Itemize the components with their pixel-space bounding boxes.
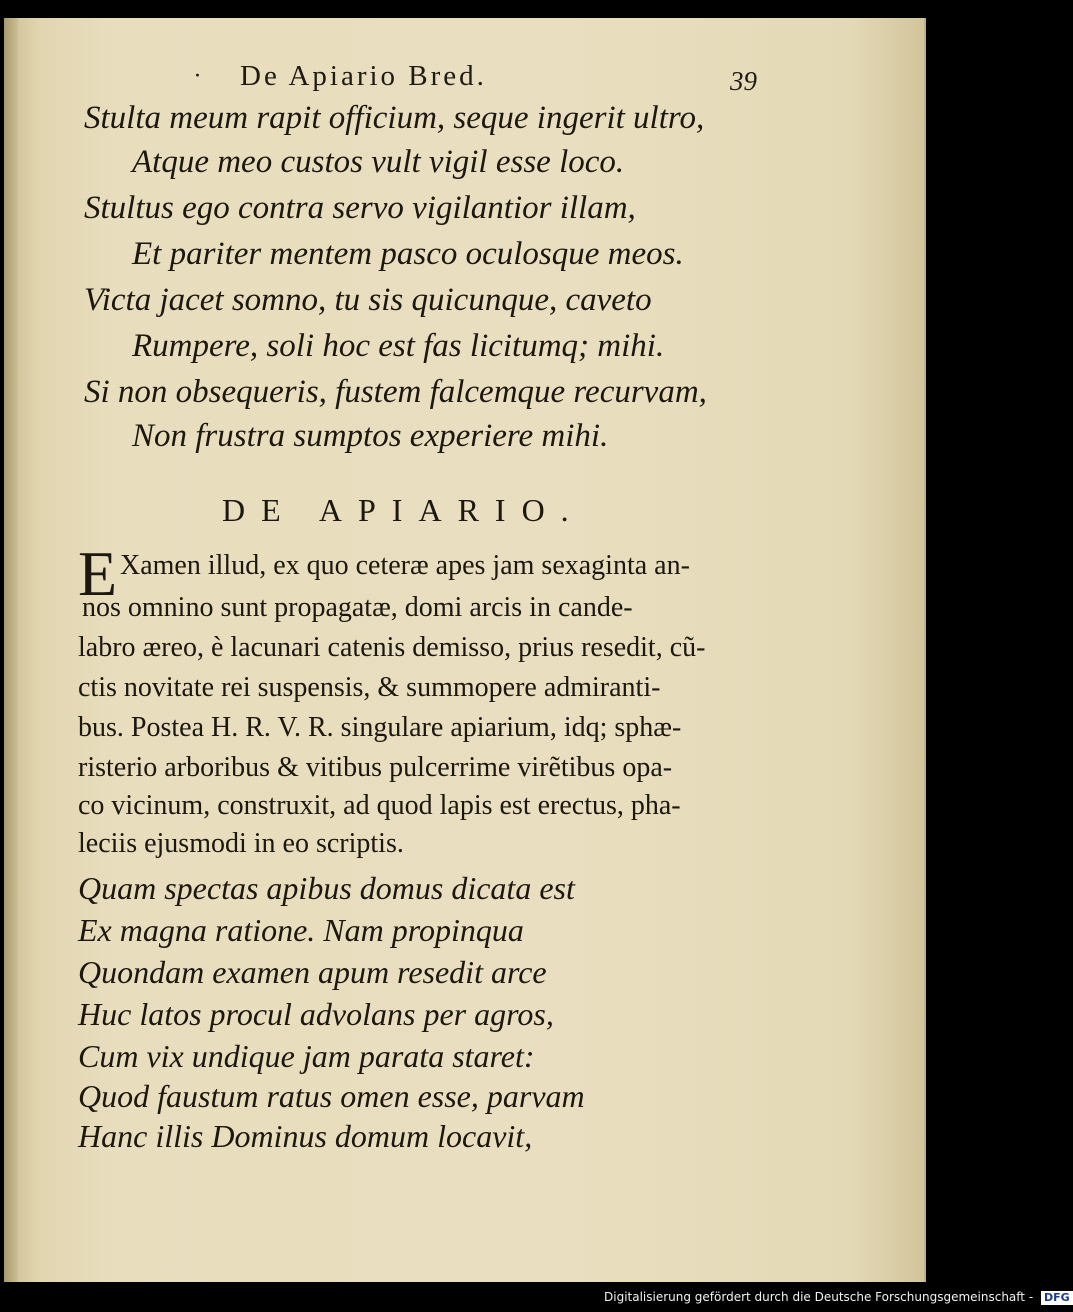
digitization-credit — [604, 1290, 1073, 1305]
prose-line: labro æreo, è lacunari catenis demisso, prius resedit, cũ- — [78, 632, 706, 663]
poem-bottom-line: Hanc illis Dominus domum locavit, — [78, 1118, 533, 1154]
poem-top-line: Si non obsequeris, fustem falcemque recurvam, — [84, 374, 707, 410]
poem-top-line: Et pariter mentem pasco oculosque meos. — [132, 236, 684, 272]
poem-top-line: Stulta meum rapit officium, seque ingerit ultro, — [84, 100, 705, 136]
prose-line: leciis ejusmodi in eo scriptis. — [78, 828, 404, 859]
credit-text: Digitalisierung gefördert durch die Deutsche Forschungsgemeinschaft - — [604, 1290, 1034, 1304]
poem-bottom-line: Quondam examen apum resedit arce — [78, 954, 547, 990]
poem-bottom-line: Cum vix undique jam parata staret: — [78, 1038, 535, 1074]
poem-top-line: Non frustra sumptos experiere mihi. — [132, 418, 609, 454]
poem-top-line: Rumpere, soli hoc est fas licitumq; mihi. — [132, 328, 665, 364]
poem-bottom-line: Huc latos procul advolans per agros, — [78, 996, 554, 1032]
poem-top-line: Stultus ego contra servo vigilantior illam, — [84, 190, 636, 226]
section-title: DE APIARIO. — [222, 492, 585, 528]
poem-top-line: Atque meo custos vult vigil esse loco. — [132, 144, 625, 180]
running-head-title: De Apiario Bred. — [240, 60, 487, 92]
prose-line: bus. Postea H. R. V. R. singulare apiarium, idq; sphæ- — [78, 712, 682, 743]
poem-bottom-line: Quod faustum ratus omen esse, parvam — [78, 1078, 585, 1114]
prose-line: ctis novitate rei suspensis, & summopere admiranti- — [78, 672, 661, 703]
prose-line: co vicinum, construxit, ad quod lapis est erectus, pha- — [78, 790, 681, 821]
page-binding-edge — [4, 18, 18, 1282]
prose-line: nos omnino sunt propagatæ, domi arcis in cande- — [82, 592, 633, 623]
page-number: 39 — [730, 66, 757, 96]
book-page — [4, 18, 926, 1282]
drop-cap: E — [78, 538, 118, 609]
poem-bottom-line: Quam spectas apibus domus dicata est — [78, 870, 575, 906]
poem-top-line: Victa jacet somno, tu sis quicunque, caveto — [84, 282, 652, 318]
running-head-dot: · — [194, 64, 201, 89]
poem-bottom-line: Ex magna ratione. Nam propinqua — [78, 912, 524, 948]
running-head — [4, 60, 924, 100]
prose-line: risterio arboribus & vitibus pulcerrime virẽtibus opa- — [78, 752, 673, 783]
prose-line: Xamen illud, ex quo ceteræ apes jam sexaginta an- — [120, 550, 690, 581]
dfg-logo-icon: DFG — [1041, 1291, 1073, 1305]
